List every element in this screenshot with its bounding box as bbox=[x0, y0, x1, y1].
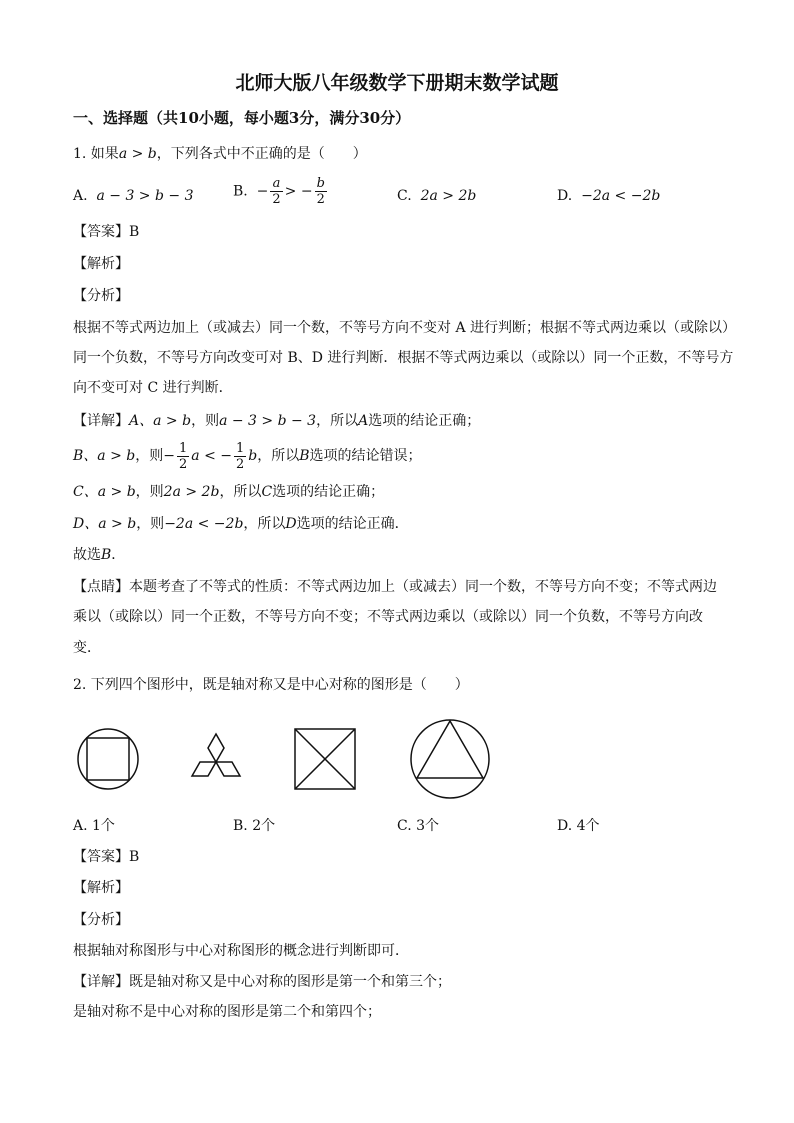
q2-jiexi-heading: 【解析】 bbox=[73, 880, 129, 896]
q2-option-b: B. 2个 bbox=[233, 818, 276, 834]
q1-fenxi-heading: 【分析】 bbox=[73, 288, 129, 304]
q2-detail-line-2: 是轴对称不是中心对称的图形是第二个和第四个； bbox=[73, 1004, 381, 1020]
q1-dianjing-line-2: 乘以（或除以）同一个正数，不等号方向不变；不等式两边乘以（或除以）同一个负数，不等号方向改 bbox=[73, 609, 703, 625]
q2-answer: 【答案】B bbox=[73, 849, 140, 865]
q1-conclusion: 故选B． bbox=[73, 547, 126, 563]
q1-fenxi-line-2: 同一个负数，不等号方向改变可对 B、D 进行判断．根据不等式两边乘以（或除以）同一个正数，不等号方 bbox=[73, 350, 734, 366]
q2-option-c: C. 3个 bbox=[397, 818, 440, 834]
q1-detail-b: B、a > b，则− $\frac{1}{2}$ a < − $\frac{1}{2}$ b，所以B选项的结论错误； bbox=[73, 440, 422, 472]
q1-dianjing-line-3: 变． bbox=[73, 640, 101, 656]
figure-circle-with-triangle bbox=[409, 718, 491, 800]
q1-stem: 1. 如果a > b，下列各式中不正确的是（ ） bbox=[73, 146, 367, 162]
q1-option-c: C. 2a > 2b bbox=[397, 188, 477, 204]
q1-jiexi-heading: 【解析】 bbox=[73, 256, 129, 272]
page-title: 北师大版八年级数学下册期末数学试题 bbox=[235, 72, 559, 94]
section-heading: 一、选择题（共10小题，每小题3分，满分30分） bbox=[73, 109, 411, 127]
q1-detail-a: 【详解】A、a > b，则a − 3 > b − 3，所以A选项的结论正确； bbox=[73, 413, 481, 429]
q2-option-d: D. 4个 bbox=[557, 818, 600, 834]
fraction: $\frac{a}{2}$ bbox=[272, 176, 281, 207]
figure-square-with-diagonals bbox=[293, 727, 357, 791]
q2-option-a: A. 1个 bbox=[73, 818, 115, 834]
q2-fenxi-heading: 【分析】 bbox=[73, 912, 129, 928]
q1-option-a: A. a − 3 > b − 3 bbox=[73, 188, 194, 204]
q1-answer: 【答案】B bbox=[73, 224, 140, 240]
q1-fenxi-line-1: 根据不等式两边加上（或减去）同一个数，不等号方向不变对 A 进行判断；根据不等式两边乘以（或除以） bbox=[73, 320, 737, 336]
q1-fenxi-line-3: 向不变可对 C 进行判断． bbox=[73, 380, 233, 396]
q2-fenxi-line-1: 根据轴对称图形与中心对称图形的概念进行判断即可． bbox=[73, 943, 409, 959]
q1-detail-d: D、a > b，则−2a < −2b，所以D选项的结论正确． bbox=[73, 516, 409, 532]
figure-circle-with-square bbox=[75, 726, 141, 792]
fraction: $\frac{1}{2}$ bbox=[235, 440, 245, 472]
q2-stem: 2. 下列四个图形中，既是轴对称又是中心对称的图形是（ ） bbox=[73, 677, 469, 693]
fraction: $\frac{1}{2}$ bbox=[178, 440, 188, 472]
fraction: $\frac{b}{2}$ bbox=[316, 176, 325, 207]
q2-detail-line-1: 【详解】既是轴对称又是中心对称的图形是第一个和第三个； bbox=[73, 974, 451, 990]
q1-option-d: D. −2a < −2b bbox=[557, 188, 661, 204]
figure-three-rhombuses bbox=[183, 732, 249, 790]
q1-option-b: B. − $\frac{a}{2}$ > − $\frac{b}{2}$ bbox=[233, 176, 325, 207]
q1-dianjing-line-1: 【点睛】本题考查了不等式的性质：不等式两边加上（或减去）同一个数，不等号方向不变；不等式两边 bbox=[73, 579, 717, 595]
q1-detail-c: C、a > b，则2a > 2b，所以C选项的结论正确； bbox=[73, 484, 385, 500]
